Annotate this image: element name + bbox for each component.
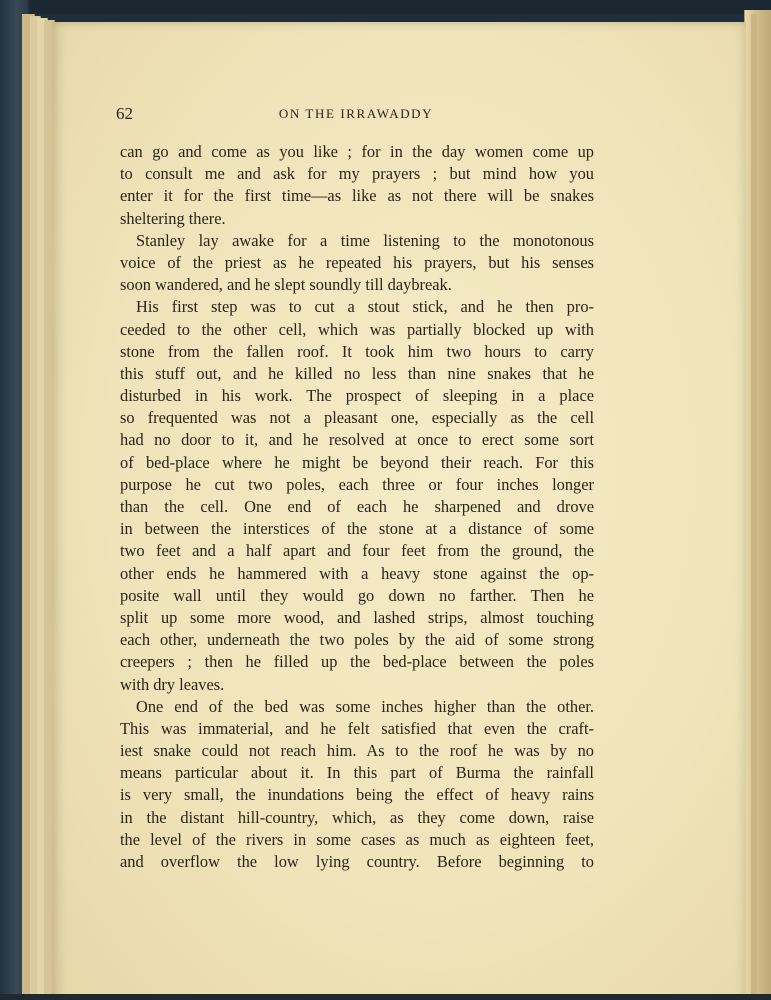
text-line: with dry leaves. <box>120 674 225 694</box>
text-line: iest snake could not reach him. As to the roof he was by no <box>120 741 594 761</box>
scanner-background <box>30 0 771 14</box>
text-line: His first step was to cut a stout stick, and he then pro- <box>136 297 594 317</box>
text-line: to consult me and ask for my prayers ; but mind how you <box>120 164 594 184</box>
text-line: each other, underneath the two poles by the aid of some strong <box>120 630 594 650</box>
body-text <box>120 141 594 873</box>
page-header <box>116 104 596 126</box>
text-line: disturbed in his work. The prospect of sleeping in a place <box>120 386 594 406</box>
page-number: 62 <box>116 104 133 123</box>
text-line: and overflow the low lying country. Before beginning to <box>120 852 594 871</box>
text-line: so frequented was not a pleasant one, especially as the cell <box>120 408 594 428</box>
text-line: than the cell. One end of each he sharpened and drove <box>120 497 594 516</box>
text-line: split up some more wood, and lashed strips, almost touching <box>120 607 594 627</box>
running-head: ON THE IRRAWADDY <box>278 106 434 121</box>
right-page-edges <box>744 10 771 1000</box>
text-line: creepers ; then he filled up the bed-place between the poles <box>120 652 594 672</box>
text-line: had no door to it, and he resolved at once to erect some sort <box>120 430 594 450</box>
text-line: is very small, the inundations being the effect of heavy rains <box>120 785 594 805</box>
text-line: two feet and a half apart and four feet from the ground, the <box>120 541 594 561</box>
text-line: soon wandered, and he slept soundly till daybreak. <box>120 275 452 295</box>
scanner-background-bottom <box>0 994 771 1000</box>
text-line: purpose he cut two poles, each three or four inches longer <box>120 474 594 494</box>
text-line: the level of the rivers in some cases as much as eighteen feet, <box>120 829 594 849</box>
text-line: ceeded to the other cell, which was partially blocked up with <box>120 319 594 339</box>
text-line: posite wall until they would go down no farther. Then he <box>120 585 594 605</box>
text-line: This was immaterial, and he felt satisfied that even the craft- <box>120 718 594 738</box>
text-line: of bed-place where he might be beyond their reach. For this <box>120 452 594 472</box>
text-line: this stuff out, and he killed no less than nine snakes that he <box>120 363 594 383</box>
text-line: voice of the priest as he repeated his prayers, but his senses <box>120 252 594 272</box>
right-page-edge-line <box>751 14 757 1000</box>
text-line: sheltering there. <box>120 208 226 228</box>
text-line: stone from the fallen roof. It took him two hours to carry <box>120 341 594 361</box>
text-line: Stanley lay awake for a time listening to the monotonous <box>136 230 594 250</box>
text-line: means particular about it. In this part of Burma the rainfall <box>120 763 594 783</box>
text-line: can go and come as you like ; for in the day women come up <box>120 142 594 161</box>
text-line: One end of the bed was some inches higher than the other. <box>136 696 594 716</box>
text-line: other ends he hammered with a heavy stone against the op- <box>120 563 594 583</box>
text-line: in between the interstices of the stone at a distance of some <box>120 519 594 539</box>
text-line: in the distant hill-country, which, as they come down, raise <box>120 807 594 827</box>
text-line: enter it for the first time—as like as not there will be snakes <box>120 186 594 206</box>
